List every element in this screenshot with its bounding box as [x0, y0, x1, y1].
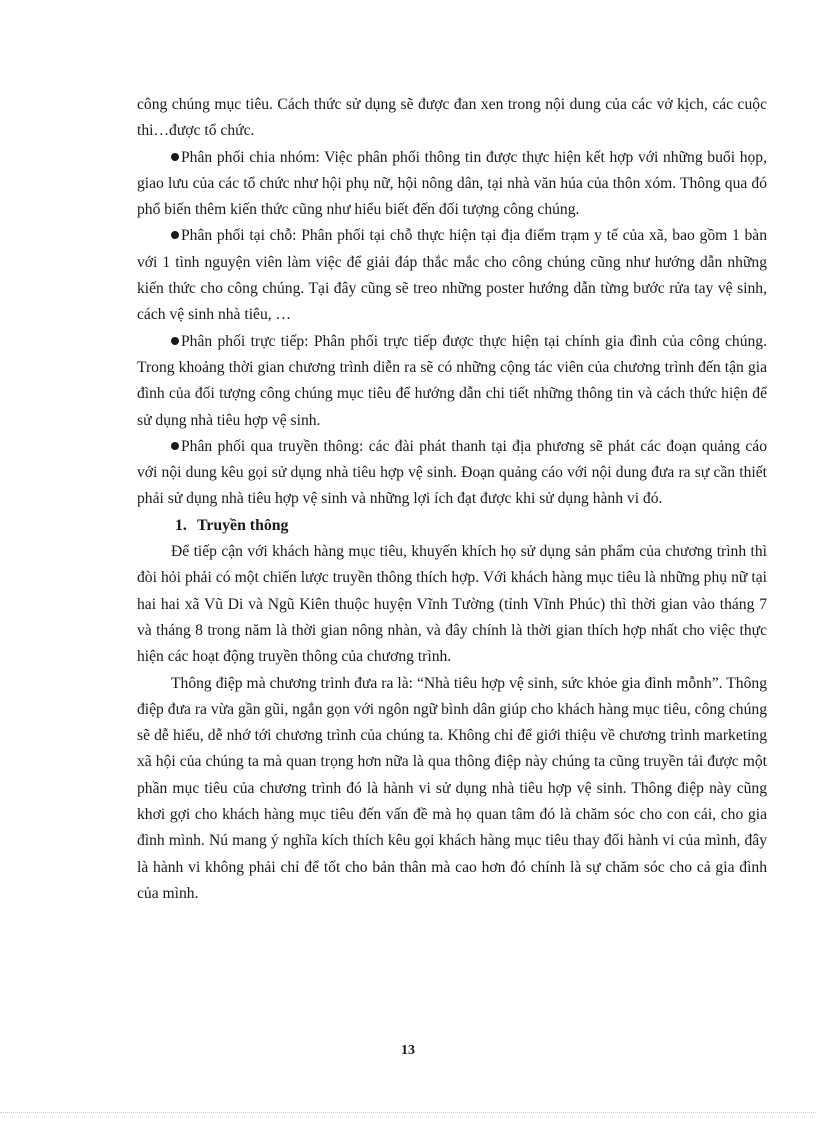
bullet-text: Phân phối tại chỗ: Phân phối tại chỗ thực hiện tại địa điểm trạm y tế của xã, bao gồm 1 bàn với 1 tình nguyện viên làm việc để giải đáp thắc mắc cho công chúng cũng như hướng dẫn những kiến thức cho công chúng. Tại đây cũng sẽ treo những poster hướng dẫn từng bước rửa tay vệ sinh, cách vệ sinh nhà tiêu, … — [137, 227, 767, 324]
bullet-icon — [171, 337, 179, 345]
section-title: Truyền thông — [197, 516, 289, 534]
section-heading — [137, 513, 767, 539]
paragraph-message: Thông điệp mà chương trình đưa ra là: “Nhà tiêu hợp vệ sinh, sức khỏe gia đình mỗnh”. Thông điệp đưa ra vừa gần gũi, ngắn gọn với ngôn ngữ bình dân giúp cho khách hàng mục tiêu, công chúng sẽ dễ hiểu, dễ nhớ tới chương trình của chúng ta. Không chỉ để giới thiệu về chương trình marketing xã hội của chúng ta mà quan trọng hơn nữa là qua thông điệp này chúng ta cũng truyền tải được một phần mục tiêu của chương trình đó là hành vi sử dụng nhà tiêu hợp vệ sinh. Thông điệp này cũng khơi gợi cho khách hàng mục tiêu đến vấn đề mà họ quan tâm đó là chăm sóc cho con cái, cho gia đình mình. Nú mang ý nghĩa kích thích kêu gọi khách hàng mục tiêu thay đổi hành vi của mình, đây là hành vi không phải chỉ để tốt cho bản thân mà cao hơn đó chính là sự chăm sóc cho cả gia đình của mình. — [137, 674, 767, 902]
page-number: 13 — [401, 1043, 415, 1058]
bullet-text: Phân phối trực tiếp: Phân phối trực tiếp được thực hiện tại chính gia đình của công chúng. Trong khoảng thời gian chương trình diễn ra sẽ có những cộng tác viên của chương trình đến tận gia đình của đối tượng công chúng mục tiêu để hướng dẫn chi tiết những thông tin và cách thức hiện để sử dụng nhà tiêu hợp vệ sinh. — [137, 332, 767, 429]
bullet-paragraph-onsite-distribution — [137, 223, 767, 328]
bullet-paragraph-media-distribution — [137, 434, 767, 513]
paragraph-communication-approach: Để tiếp cận với khách hàng mục tiêu, khuyến khích họ sử dụng sản phẩm của chương trình thì đòi hỏi phải có một chiến lược truyền thông thích hợp. Với khách hàng mục tiêu là những phụ nữ tại hai hai xã Vũ Di và Ngũ Kiên thuộc huyện Vĩnh Tường (tỉnh Vĩnh Phúc) thì thời gian vào tháng 7 và tháng 8 trong năm là thời gian nông nhàn, và đây chính là thời gian thích hợp nhất cho việc thực hiện các hoạt động truyền thông của chương trình. — [137, 543, 767, 666]
page-bottom-divider — [0, 1112, 816, 1113]
paragraph-continuation: công chúng mục tiêu. Cách thức sử dụng sẽ được đan xen trong nội dung của các vở kịch, các cuộc thi…được tổ chức. — [137, 96, 767, 140]
body-text — [137, 92, 767, 907]
bullet-icon — [171, 153, 179, 161]
bullet-icon — [171, 442, 179, 450]
bullet-text: Phân phối qua truyền thông: các đài phát thanh tại địa phương sẽ phát các đoạn quảng cáo với nội dung kêu gọi sử dụng nhà tiêu hợp vệ sinh. Đoạn quảng cáo với nội dung đưa ra sự cần thiết phải sử dụng nhà tiêu hợp vệ sinh và những lợi ích đạt được khi sử dụng hành vi đó. — [137, 437, 767, 508]
bullet-icon — [171, 231, 179, 239]
bullet-paragraph-direct-distribution — [137, 329, 767, 434]
bullet-paragraph-group-distribution — [137, 145, 767, 224]
bullet-text: Phân phối chia nhóm: Việc phân phối thông tin được thực hiện kết hợp với những buổi họp, giao lưu của các tổ chức như hội phụ nữ, hội nông dân, tại nhà văn húa của thôn xóm. Thông qua đó phổ biến thêm kiến thức cũng như hiểu biết đến đối tượng công chúng. — [137, 148, 767, 219]
section-number: 1. — [175, 516, 187, 534]
